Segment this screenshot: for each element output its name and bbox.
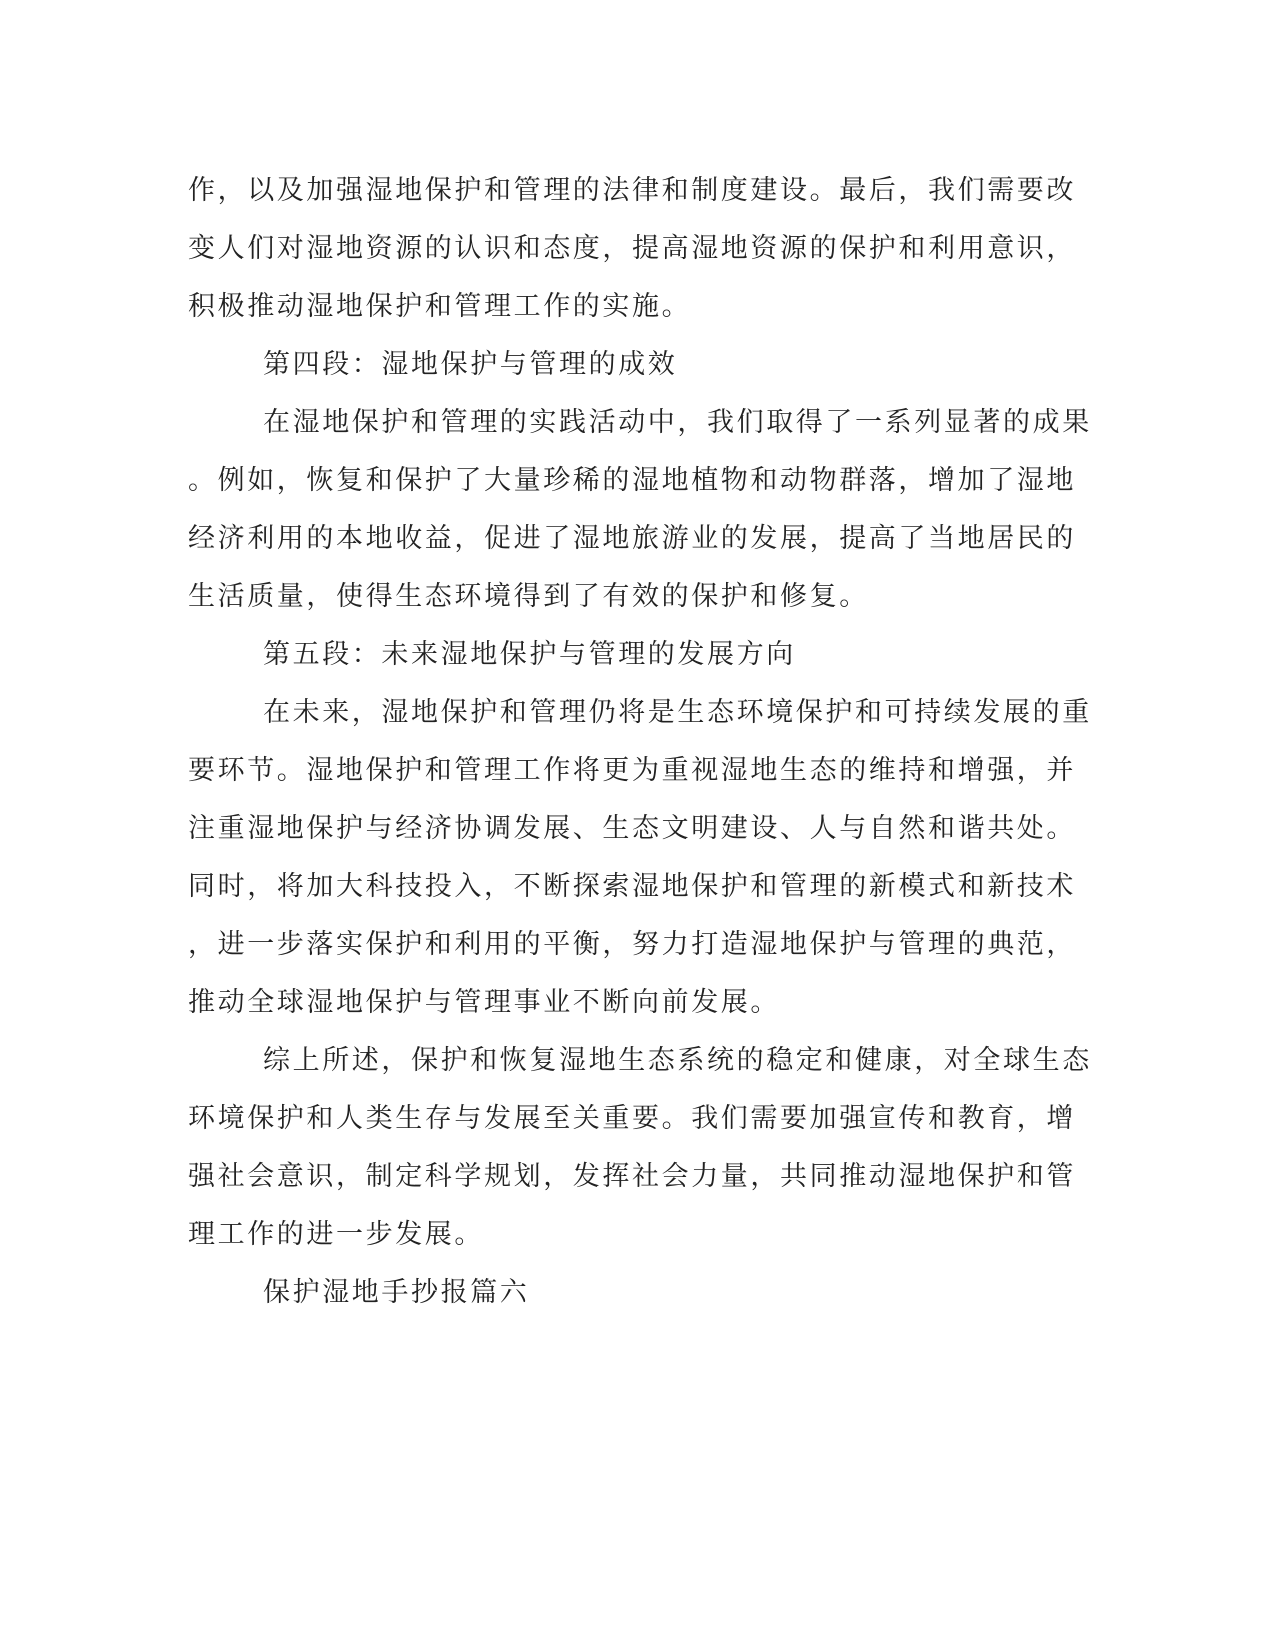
- text-line: 推动全球湿地保护与管理事业不断向前发展。: [188, 987, 780, 1018]
- text-line: 。例如，恢复和保护了大量珍稀的湿地植物和动物群落，增加了湿地: [188, 465, 1076, 496]
- text-line: 在湿地保护和管理的实践活动中，我们取得了一系列显著的成果: [263, 407, 1092, 438]
- text-line: 生活质量，使得生态环境得到了有效的保护和修复。: [188, 581, 869, 612]
- text-line: 强社会意识，制定科学规划，发挥社会力量，共同推动湿地保护和管: [188, 1161, 1076, 1192]
- text-line: 综上所述，保护和恢复湿地生态系统的稳定和健康，对全球生态: [263, 1045, 1092, 1076]
- text-line: 作，以及加强湿地保护和管理的法律和制度建设。最后，我们需要改: [188, 175, 1076, 206]
- section-heading-4: 第四段：湿地保护与管理的成效: [263, 349, 678, 380]
- text-line: 同时，将加大科技投入，不断探索湿地保护和管理的新模式和新技术: [188, 871, 1076, 902]
- text-line: 环境保护和人类生存与发展至关重要。我们需要加强宣传和教育，增: [188, 1103, 1076, 1134]
- section-heading-6: 保护湿地手抄报篇六: [263, 1277, 530, 1308]
- text-line: 经济利用的本地收益，促进了湿地旅游业的发展，提高了当地居民的: [188, 523, 1076, 554]
- text-line: 要环节。湿地保护和管理工作将更为重视湿地生态的维持和增强，并: [188, 755, 1076, 786]
- text-line: 在未来，湿地保护和管理仍将是生态环境保护和可持续发展的重: [263, 697, 1092, 728]
- text-line: ，进一步落实保护和利用的平衡，努力打造湿地保护与管理的典范，: [188, 929, 1076, 960]
- text-line: 变人们对湿地资源的认识和态度，提高湿地资源的保护和利用意识，: [188, 233, 1076, 264]
- text-line: 理工作的进一步发展。: [188, 1219, 484, 1250]
- text-line: 注重湿地保护与经济协调发展、生态文明建设、人与自然和谐共处。: [188, 813, 1076, 844]
- section-heading-5: 第五段：未来湿地保护与管理的发展方向: [263, 639, 796, 670]
- text-line: 积极推动湿地保护和管理工作的实施。: [188, 291, 692, 322]
